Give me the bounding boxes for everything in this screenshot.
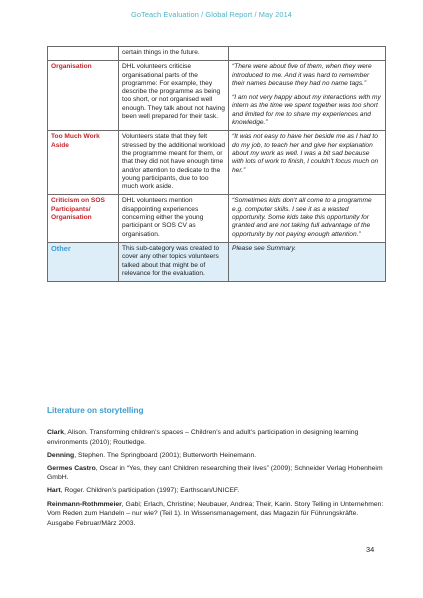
description-cell: Volunteers state that they felt stressed by the additional workload the programme meant for them, or that they did not have enough time and/or attention to dedicate to the young participants, due to too much work aside.	[119, 131, 229, 195]
category-cell: Organisation	[48, 61, 119, 131]
reference-author: Hart	[47, 487, 61, 495]
quote-cell	[229, 242, 386, 281]
reference-item	[47, 464, 385, 483]
reference-author: Clark	[47, 429, 65, 436]
description-cell: This sub-category was created to cover any other topics volunteers talked about that might be of relevance for the evaluation.	[119, 242, 229, 281]
quote-cell	[229, 195, 386, 242]
quote-text: “It was not easy to have her beside me as I had to do my job, to teach her and give her explanation about my work as well. I was a bit sad because with lots of work to finish, I couldn’t focus much on her.”	[232, 133, 379, 174]
category-cell: Too Much Work Aside	[48, 131, 119, 195]
description-cell: DHL volunteers criticise organisational parts of the programme: For example, they describe the programme as being too short, or not organised well enough. They talk about not having been well prepared for their task.	[119, 61, 229, 131]
reference-list	[47, 428, 385, 532]
quote-text: Please see Summary.	[232, 244, 297, 252]
reference-text: , Roger. Children’s participation (1997); Earthscan/UNICEF.	[60, 487, 240, 495]
reference-author: Denning	[47, 451, 75, 459]
quote-text: “Sometimes kids don’t all come to a programme e.g. computer skills. I see it as a wasted opportunity. Some kids take this opportunity for granted and are not taking full advantage of the opportunity by not paying enough attention.”	[232, 197, 372, 238]
quote-cell	[229, 131, 386, 195]
quote-text: “There were about five of them, when they were introduced to me. And it was hard to remember their names because they had no name tags.”	[232, 63, 372, 87]
reference-item	[47, 428, 385, 447]
running-header: GoTeach Evaluation / Global Report / May 2014	[130, 10, 293, 19]
quote-text: “I am not very happy about my interactions with my intern as the time we spent together was too short and limited for me to share my experiences and knowledge.”	[232, 94, 381, 127]
table-row	[48, 61, 386, 131]
table-row	[48, 195, 386, 242]
table-row	[48, 131, 386, 195]
reference-text: , Gabi; Erlach, Christine; Neubauer, Andrea; Their, Karin. Story Telling in Unternehmen: Vom Reden zum Handeln – nur wie? (Teil 1). In Wissensmanagement, das Magazin für Führungskräfte. Ausgabe Februar/März 2003.	[47, 500, 384, 527]
reference-item	[47, 451, 385, 461]
evaluation-table-body	[48, 47, 386, 282]
category-cell: Criticism on SOS Participants/ Organisation	[48, 195, 119, 242]
category-cell	[48, 47, 119, 61]
reference-text: , Oscar in “Yes, they can! Children researching their lives” (2009); Schneider Verlag Hohenheim GmbH.	[47, 464, 383, 482]
reference-author: Reinmann-Rothmmeier	[47, 500, 122, 508]
reference-text: , Stephen. The Springboard (2001); Butterworth Heinemann.	[74, 451, 257, 459]
quote-cell	[229, 47, 386, 61]
reference-author: Germes Castro	[47, 464, 96, 472]
table-row	[48, 47, 386, 61]
section-title: Literature on storytelling	[47, 406, 144, 415]
evaluation-table	[47, 46, 386, 282]
category-cell: Other	[48, 242, 119, 281]
table-row	[48, 242, 386, 281]
reference-text: , Alison. Transforming children’s spaces – Children’s and adult’s participation in designing learning environments (2010); Routledge.	[47, 429, 359, 446]
quote-cell	[229, 61, 386, 131]
page-number: 34	[366, 545, 375, 554]
description-cell: DHL volunteers mention disappointing experiences concerning either the young participant or SOS CV as organisation.	[119, 195, 229, 242]
reference-item	[47, 486, 385, 496]
reference-item	[47, 500, 385, 529]
description-cell: certain things in the future.	[119, 47, 229, 61]
